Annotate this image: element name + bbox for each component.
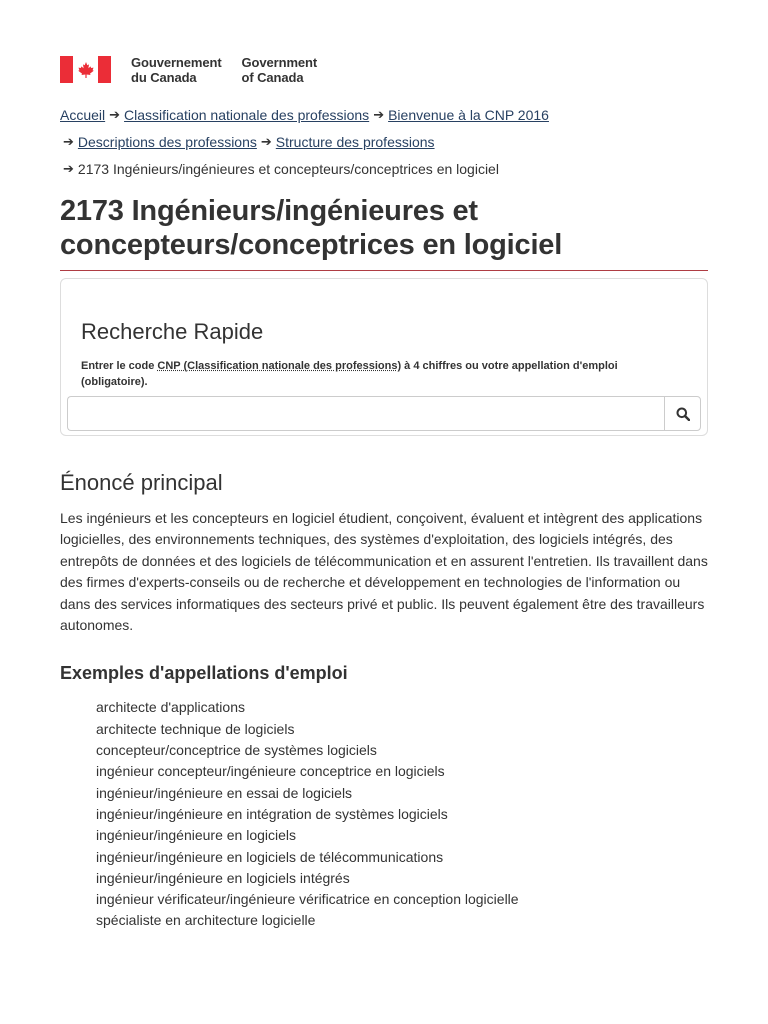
list-item: ingénieur/ingénieure en essai de logiciels bbox=[96, 784, 353, 801]
cnp-abbreviation: CNP (Classification nationale des professions) bbox=[157, 360, 402, 372]
arrow-right-icon: ➔ bbox=[373, 107, 385, 122]
arrow-right-icon: ➔ bbox=[109, 107, 121, 122]
list-item: ingénieur/ingénieure en logiciels intégrés bbox=[96, 869, 350, 886]
signature-en-line1: Government bbox=[241, 54, 318, 70]
arrow-right-icon: ➔ bbox=[260, 134, 272, 149]
list-item: ingénieur vérificateur/ingénieure vérificatrice en conception logicielle bbox=[96, 891, 519, 908]
list-item: ingénieur/ingénieure en logiciels bbox=[96, 827, 297, 844]
page-title: 2173 Ingénieurs/ingénieures et concepteurs/conceptrices en logiciel bbox=[60, 194, 708, 271]
breadcrumb-line-3 bbox=[60, 160, 708, 187]
breadcrumb-link-welcome[interactable]: Bienvenue à la CNP 2016 bbox=[388, 107, 549, 123]
signature-fr-line2: du Canada bbox=[131, 69, 197, 85]
lead-statement-text: Les ingénieurs et les concepteurs en logiciel étudient, conçoivent, évaluent et intègrent des applications logicielles, des environnements techniques, des systèmes d'exploitation, des logiciels intégrés, des entrepôts de données et des logiciels de télécommunication et en assurent l'entretien. Ils travaillent dans des firmes d'experts-conseils ou de recherche et développement en technologies de l'information ou dans des services informatiques des secteurs privé et public. Ils peuvent également être des travailleurs autonomes. bbox=[60, 510, 708, 634]
example-titles-heading: Exemples d'appellations d'emploi bbox=[60, 663, 348, 684]
breadcrumb bbox=[60, 106, 708, 187]
signature-french bbox=[131, 55, 222, 85]
signature-en-line2: of Canada bbox=[241, 69, 304, 85]
list-item: architecte technique de logiciels bbox=[96, 720, 295, 737]
breadcrumb-link-descriptions[interactable]: Descriptions des professions bbox=[77, 134, 257, 150]
list-item: architecte d'applications bbox=[96, 699, 245, 716]
list-item: ingénieur/ingénieure en logiciels de télécommunications bbox=[96, 848, 444, 865]
quick-search-heading: Recherche Rapide bbox=[81, 319, 264, 344]
canada-flag-icon[interactable] bbox=[60, 56, 111, 83]
breadcrumb-line-1 bbox=[60, 106, 708, 133]
signature-fr-line1: Gouvernement bbox=[131, 54, 222, 70]
arrow-right-icon: ➔ bbox=[63, 134, 74, 149]
search-icon bbox=[676, 407, 690, 421]
breadcrumb-link-home[interactable]: Accueil bbox=[60, 107, 106, 123]
search-help-prefix: Entrer le code bbox=[81, 360, 158, 372]
example-titles-list bbox=[60, 697, 708, 931]
breadcrumb-link-cnp[interactable]: Classification nationale des professions bbox=[124, 107, 370, 123]
breadcrumb-current: 2173 Ingénieurs/ingénieures et concepteurs/conceptrices en logiciel bbox=[77, 161, 499, 177]
gov-header bbox=[60, 0, 708, 84]
search-help-suffix: à 4 chiffres ou votre appellation d'emploi (obligatoire). bbox=[81, 360, 618, 388]
list-item: ingénieur/ingénieure en intégration de systèmes logiciels bbox=[96, 805, 448, 822]
search-help-text bbox=[81, 358, 661, 390]
list-item: concepteur/conceptrice de systèmes logiciels bbox=[96, 742, 377, 759]
search-input[interactable] bbox=[67, 396, 664, 431]
search-row bbox=[67, 396, 701, 431]
quick-search-panel bbox=[60, 278, 708, 436]
search-button[interactable] bbox=[664, 396, 701, 431]
list-item: spécialiste en architecture logicielle bbox=[96, 912, 316, 929]
list-item: ingénieur concepteur/ingénieure conceptrice en logiciels bbox=[96, 763, 445, 780]
signature-english bbox=[242, 55, 318, 85]
lead-statement-heading: Énoncé principal bbox=[60, 470, 223, 495]
arrow-right-icon: ➔ bbox=[63, 161, 74, 176]
breadcrumb-line-2 bbox=[60, 133, 708, 160]
breadcrumb-link-structure[interactable]: Structure des professions bbox=[275, 134, 435, 150]
